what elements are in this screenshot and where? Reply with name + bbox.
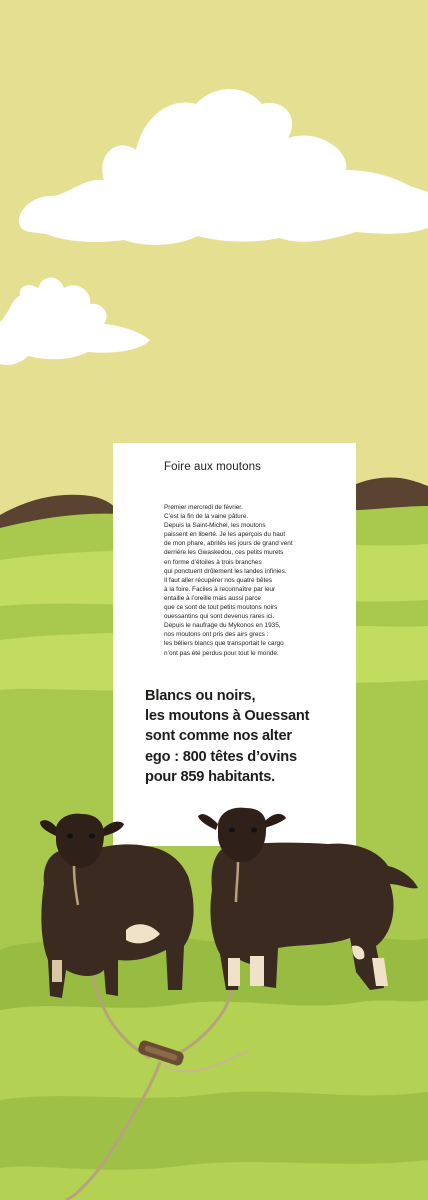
sheep-eye	[229, 828, 235, 833]
body-line: nos moutons ont pris des airs grecs :	[164, 631, 269, 639]
sheep-eye	[251, 828, 257, 833]
body-line: n’ont pas été perdus pour tout le monde.	[164, 649, 279, 657]
headline-line: pour 859 habitants.	[145, 768, 276, 785]
headline-line: Blancs ou noirs,	[145, 688, 256, 704]
body-line: Premier mercredi de février.	[164, 504, 243, 511]
body-line: ouessantins qui sont devenus rares ici.	[164, 613, 275, 621]
headline-line: sont comme nos alter	[145, 728, 292, 745]
body-line: Depuis la Saint-Michel, les moutons	[164, 522, 266, 530]
body-line: Depuis le naufrage du Mykonos en 1935,	[164, 622, 281, 630]
body-line: Il faut aller récupérer nos quatre bêtes	[164, 576, 272, 584]
sheep-eye	[89, 834, 95, 839]
body-line: qui ponctuent drôlement les landes infinies.	[164, 567, 287, 575]
body-line: en forme d’étoiles à trois branches	[164, 558, 262, 566]
sheep-icon	[40, 814, 194, 998]
sheep-eye	[67, 834, 73, 839]
body-line: C’est la fin de la vaine pâture.	[164, 513, 249, 521]
sheep-icon	[198, 808, 418, 990]
headline-line: ego : 800 têtes d’ovins	[145, 748, 297, 765]
body-line: paissent en liberté. Je les aperçois du haut	[164, 531, 286, 539]
body-line: que ce sont de tout petits moutons noirs	[164, 604, 278, 612]
body-line: à la foire. Faciles à reconnaître par leur	[164, 585, 276, 593]
body-line: entaille à l’oreille mais aussi parce	[164, 594, 261, 602]
body-line: les béliers blancs que transportait le cargo	[164, 640, 284, 648]
panel-title: Foire aux moutons	[164, 461, 261, 473]
body-line: derrière les Gwaskedou, ces petits murets	[164, 549, 284, 557]
headline-line: les moutons à Ouessant	[145, 708, 310, 725]
body-line: de mon phare, abrités les jours de grand vent	[164, 540, 293, 548]
